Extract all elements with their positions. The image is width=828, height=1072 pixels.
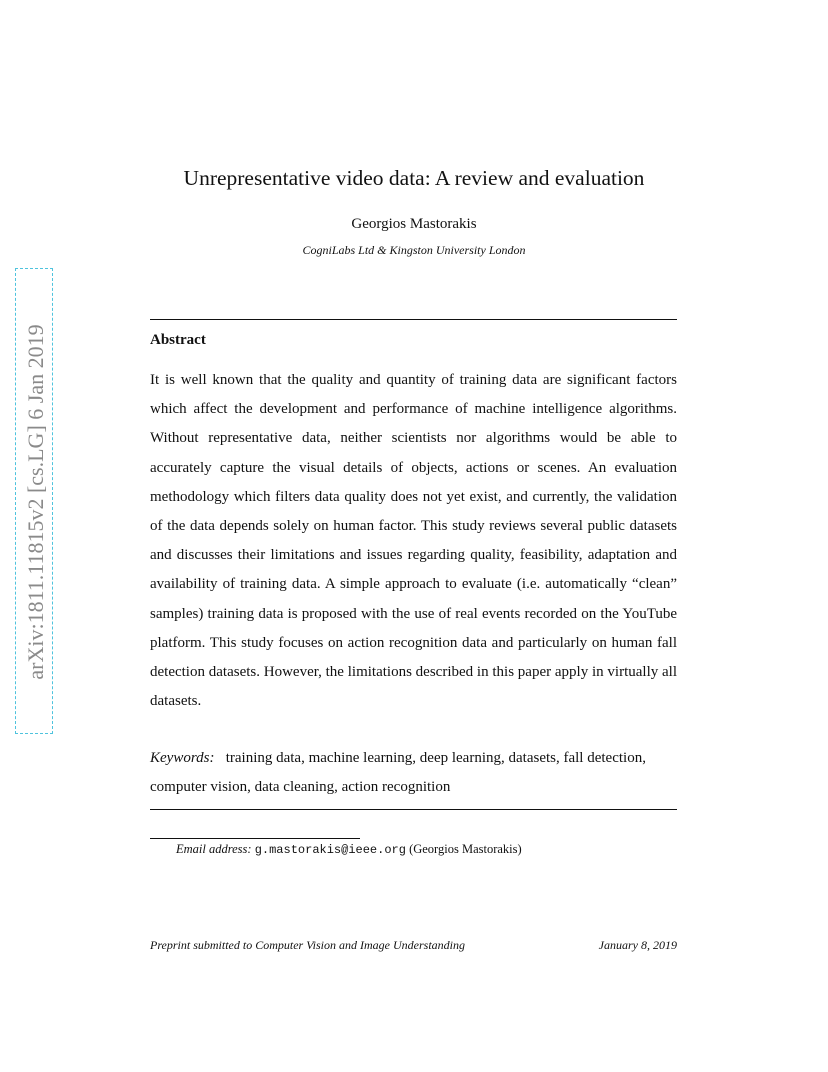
keywords-list: training data, machine learning, deep learning, datasets, fall detection, computer vision, data cleaning, action recognition [150, 750, 646, 796]
keywords [150, 744, 677, 802]
preprint-date: January 8, 2019 [598, 938, 677, 952]
author-name: Georgios Mastorakis [351, 216, 477, 232]
abstract-heading: Abstract [150, 332, 206, 348]
abstract-body: It is well known that the quality and quantity of training data are significant factors which affect the development and performance of machine intelligence algorithms. Without representative data, neither scientists nor algorithms would be able to accurately capture the visual details of objects, actions or scenes. An evaluation methodology which filters data quality does not yet exist, and currently, the validation of the data depends solely on human factor. This study reviews several public datasets and discusses their limitations and issues regarding quality, feasibility, adaptation and availability of training data. A simple approach to evaluate (i.e. automatically “clean” samples) training data is proposed with the use of real events recorded on the YouTube platform. This study focuses on action recognition data and particularly on human fall detection datasets. However, the limitations described in this paper apply in virtually all datasets. [150, 372, 677, 710]
paper-title: Unrepresentative video data: A review and evaluation [183, 166, 645, 190]
abstract-top-rule [150, 319, 677, 320]
footnote-label: Email address: [176, 842, 252, 856]
abstract-bottom-rule [150, 809, 677, 810]
footnote [176, 842, 522, 857]
footnote-author: (Georgios Mastorakis) [409, 842, 522, 856]
footnote-rule [150, 838, 360, 839]
preprint-note: Preprint submitted to Computer Vision and Image Understanding [150, 938, 465, 952]
arxiv-identifier: arXiv:1811.11815v2 [cs.LG] 6 Jan 2019 [23, 324, 48, 680]
author-email: g.mastorakis@ieee.org [254, 843, 406, 857]
keywords-label: Keywords: [150, 750, 215, 766]
author-affiliation: CogniLabs Ltd & Kingston University London [302, 243, 526, 257]
